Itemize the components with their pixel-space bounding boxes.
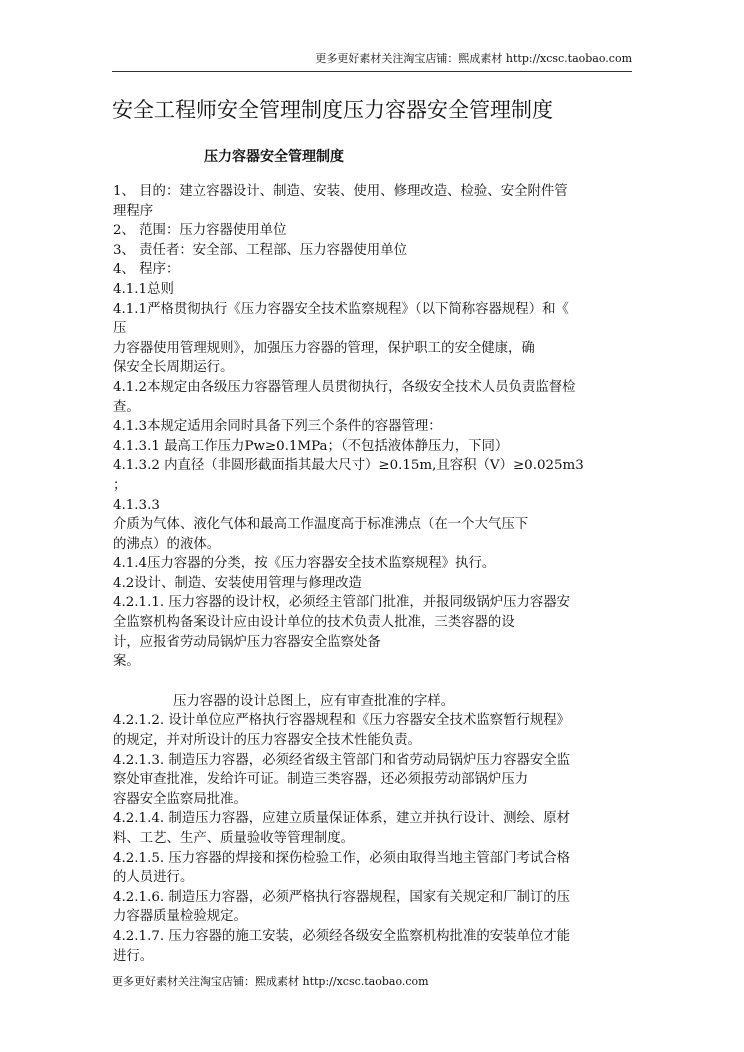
text-line: 的沸点）的液体。 bbox=[113, 536, 221, 552]
text-line: 的规定，并对所设计的压力容器安全技术性能负责。 bbox=[113, 733, 421, 749]
text-line: 理程序 bbox=[113, 203, 154, 219]
text-line: 4.1.4压力容器的分类，按《压力容器安全技术监察规程》执行。 bbox=[113, 556, 496, 572]
text-line: 4.1.2本规定由各级压力容器管理人员贯彻执行，各级安全技术人员负责监督检 bbox=[113, 379, 576, 395]
text-line: 4.1.3.3 bbox=[113, 497, 160, 513]
text-line: 4.1.1严格贯彻执行《压力容器安全技术监察规程》（以下简称容器规程）和《 bbox=[113, 301, 569, 317]
text-line: 力容器质量检验规定。 bbox=[113, 909, 247, 925]
text-line: 4.2.1.2. 设计单位应严格执行容器规程和《压力容器安全技术监察暂行规程》 bbox=[113, 713, 571, 729]
text-line: 压 bbox=[113, 321, 127, 337]
text-line: 4、 程序： bbox=[113, 262, 180, 278]
indented-text-line: 压力容器的设计总图上，应有审查批准的字样。 bbox=[173, 693, 455, 709]
page-header: 更多更好素材关注淘宝店铺：熙成素材 http://xcsc.taobao.com bbox=[315, 52, 632, 65]
text-line: 4.1.1总则 bbox=[113, 281, 174, 297]
text-line: 4.2.1.7. 压力容器的施工安装，必须经各级安全监察机构批准的安装单位才能 bbox=[113, 928, 571, 944]
text-line: 4.2.1.1. 压力容器的设计权，必须经主管部门批准，并报同级锅炉压力容器安 bbox=[113, 595, 571, 611]
text-line: 的人员进行。 bbox=[113, 870, 194, 886]
document-subtitle: 压力容器安全管理制度 bbox=[204, 149, 344, 165]
paragraph-gap bbox=[113, 672, 633, 692]
text-line: 1、 目的：建立容器设计、制造、安装、使用、修理改造、检验、安全附件管 bbox=[113, 184, 568, 199]
page-footer: 更多更好素材关注淘宝店铺：熙成素材 http://xcsc.taobao.com bbox=[112, 975, 429, 988]
text-line: 4.1.3.1 最高工作压力Pw≥0.1MPa；（不包括液体静压力，下同） bbox=[113, 438, 509, 454]
text-line: 案。 bbox=[113, 654, 140, 670]
document-body bbox=[113, 182, 633, 966]
text-line: 4.1.3.2 内直径（非圆形截面指其最大尺寸）≥0.15m,且容积（V）≥0.025m3 bbox=[113, 458, 584, 474]
text-line: 4.1.3本规定适用余同时具备下列三个条件的容器管理： bbox=[113, 419, 442, 435]
header-divider bbox=[112, 71, 632, 72]
text-line: 介质为气体、液化气体和最高工作温度高于标准沸点（在一个大气压下 bbox=[113, 517, 529, 533]
text-line: 4.2.1.3. 制造压力容器，必须经省级主管部门和省劳动局锅炉压力容器安全监 bbox=[113, 752, 571, 768]
text-line: 4.2.1.5. 压力容器的焊接和探伤检验工作，必须由取得当地主管部门考试合格 bbox=[113, 850, 571, 866]
text-line: 计，应报省劳动局锅炉压力容器安全监察处备 bbox=[113, 634, 381, 650]
document-title: 安全工程师安全管理制度压力容器安全管理制度 bbox=[112, 98, 553, 122]
text-line: 全监察机构备案设计应由设计单位的技术负责人批准，三类容器的设 bbox=[113, 615, 515, 631]
text-line: 料、工艺、生产、质量验收等管理制度。 bbox=[113, 831, 355, 846]
text-line: 查。 bbox=[113, 399, 140, 415]
text-line: 保安全长周期运行。 bbox=[113, 360, 234, 376]
text-line: 进行。 bbox=[113, 948, 154, 964]
text-line: 4.2.1.4. 制造压力容器，应建立质量保证体系，建立并执行设计、测绘、原材 bbox=[113, 811, 571, 827]
text-line: 3、 责任者：安全部、工程部、压力容器使用单位 bbox=[113, 242, 407, 258]
text-line: 力容器使用管理规则》，加强压力容器的管理，保护职工的安全健康，确 bbox=[113, 340, 535, 356]
text-line: 察处审查批准，发给许可证。制造三类容器，还必须报劳动部锅炉压力 bbox=[113, 772, 529, 788]
text-line: 4.2.1.6. 制造压力容器，必须严格执行容器规程，国家有关规定和厂制订的压 bbox=[113, 889, 571, 905]
text-line: ； bbox=[113, 477, 127, 493]
text-line: 4.2设计、制造、安装使用管理与修理改造 bbox=[113, 575, 362, 591]
text-line: 2、 范围：压力容器使用单位 bbox=[113, 223, 287, 239]
text-line: 容器安全监察局批准。 bbox=[113, 791, 247, 807]
